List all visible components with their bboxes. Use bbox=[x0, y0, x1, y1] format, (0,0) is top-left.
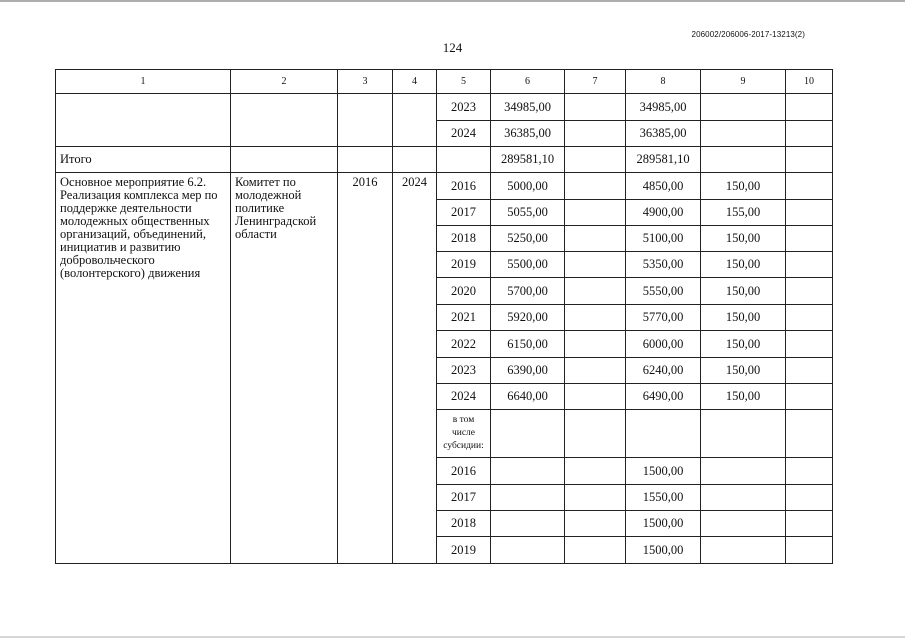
amount-cell bbox=[565, 278, 626, 305]
header-cell: 5 bbox=[437, 70, 491, 94]
empty-cell bbox=[491, 537, 565, 564]
amount-cell: 5700,00 bbox=[491, 278, 565, 305]
program-table bbox=[55, 69, 833, 564]
header-cell: 4 bbox=[393, 70, 437, 94]
amount-cell bbox=[565, 121, 626, 147]
header-cell: 1 bbox=[56, 70, 231, 94]
amount-cell: 5055,00 bbox=[491, 200, 565, 226]
amount-cell: 5550,00 bbox=[626, 278, 701, 305]
amount-cell: 4850,00 bbox=[626, 173, 701, 200]
empty-cell bbox=[338, 94, 393, 147]
total-row bbox=[56, 147, 833, 173]
amount-cell: 5100,00 bbox=[626, 226, 701, 252]
year-cell: 2023 bbox=[437, 358, 491, 384]
amount-cell: 155,00 bbox=[701, 200, 786, 226]
empty-cell bbox=[701, 410, 786, 458]
amount-cell: 150,00 bbox=[701, 252, 786, 278]
amount-cell: 1500,00 bbox=[626, 458, 701, 485]
amount-cell: 6490,00 bbox=[626, 384, 701, 410]
amount-cell: 150,00 bbox=[701, 384, 786, 410]
header-row bbox=[56, 70, 833, 94]
empty-cell bbox=[626, 410, 701, 458]
measure-name: Основное мероприятие 6.2. Реализация комплекса мер по поддержке деятельности молодежных общественных организаций, объединений, инициатив и развитию добровольческого (волонтерского) движения bbox=[56, 173, 231, 564]
year-cell: 2017 bbox=[437, 200, 491, 226]
empty-cell bbox=[701, 147, 786, 173]
amount-cell bbox=[565, 305, 626, 331]
empty-cell bbox=[491, 485, 565, 511]
amount-cell: 34985,00 bbox=[491, 94, 565, 121]
amount-cell bbox=[565, 252, 626, 278]
amount-cell: 150,00 bbox=[701, 226, 786, 252]
empty-cell bbox=[786, 410, 833, 458]
amount-cell bbox=[786, 278, 833, 305]
empty-cell bbox=[491, 511, 565, 537]
year-cell: 2017 bbox=[437, 485, 491, 511]
amount-cell bbox=[565, 331, 626, 358]
measure-end-year: 2024 bbox=[393, 173, 437, 564]
empty-cell bbox=[701, 458, 786, 485]
subsidy-label: в том числе субсидии: bbox=[437, 410, 491, 458]
amount-cell: 5250,00 bbox=[491, 226, 565, 252]
empty-cell bbox=[565, 485, 626, 511]
amount-cell: 5000,00 bbox=[491, 173, 565, 200]
amount-cell: 5770,00 bbox=[626, 305, 701, 331]
amount-cell: 6240,00 bbox=[626, 358, 701, 384]
amount-cell bbox=[786, 121, 833, 147]
empty-cell bbox=[565, 410, 626, 458]
amount-cell: 150,00 bbox=[701, 305, 786, 331]
amount-cell: 6000,00 bbox=[626, 331, 701, 358]
empty-cell bbox=[786, 458, 833, 485]
amount-cell bbox=[565, 173, 626, 200]
measure-start-year: 2016 bbox=[338, 173, 393, 564]
amount-cell: 6640,00 bbox=[491, 384, 565, 410]
amount-cell bbox=[786, 252, 833, 278]
header-cell: 7 bbox=[565, 70, 626, 94]
empty-cell bbox=[786, 147, 833, 173]
amount-cell bbox=[701, 94, 786, 121]
amount-cell: 1550,00 bbox=[626, 485, 701, 511]
amount-cell: 5920,00 bbox=[491, 305, 565, 331]
empty-cell bbox=[786, 485, 833, 511]
header-cell: 3 bbox=[338, 70, 393, 94]
year-cell: 2018 bbox=[437, 511, 491, 537]
document-code: 206002/206006-2017-13213(2) bbox=[691, 30, 805, 39]
empty-cell bbox=[565, 147, 626, 173]
amount-cell: 150,00 bbox=[701, 358, 786, 384]
year-cell: 2016 bbox=[437, 173, 491, 200]
scan-edge-bottom bbox=[0, 636, 905, 638]
amount-cell: 4900,00 bbox=[626, 200, 701, 226]
empty-cell bbox=[393, 94, 437, 147]
table-row bbox=[56, 173, 833, 200]
empty-cell bbox=[491, 410, 565, 458]
amount-cell: 5350,00 bbox=[626, 252, 701, 278]
measure-executor: Комитет по молодежной политике Ленинградской области bbox=[231, 173, 338, 564]
empty-cell bbox=[491, 458, 565, 485]
amount-cell: 36385,00 bbox=[626, 121, 701, 147]
header-cell: 2 bbox=[231, 70, 338, 94]
empty-cell bbox=[56, 94, 231, 147]
amount-cell: 36385,00 bbox=[491, 121, 565, 147]
total-amount: 289581,10 bbox=[626, 147, 701, 173]
amount-cell bbox=[786, 305, 833, 331]
amount-cell: 150,00 bbox=[701, 331, 786, 358]
amount-cell: 150,00 bbox=[701, 173, 786, 200]
empty-cell bbox=[437, 147, 491, 173]
amount-cell: 1500,00 bbox=[626, 511, 701, 537]
empty-cell bbox=[338, 147, 393, 173]
total-label: Итого bbox=[56, 147, 231, 173]
empty-cell bbox=[565, 511, 626, 537]
amount-cell bbox=[565, 358, 626, 384]
amount-cell bbox=[786, 384, 833, 410]
year-cell: 2023 bbox=[437, 94, 491, 121]
empty-cell bbox=[701, 511, 786, 537]
amount-cell bbox=[786, 200, 833, 226]
amount-cell bbox=[786, 94, 833, 121]
amount-cell bbox=[565, 384, 626, 410]
empty-cell bbox=[701, 537, 786, 564]
amount-cell: 1500,00 bbox=[626, 537, 701, 564]
amount-cell: 5500,00 bbox=[491, 252, 565, 278]
empty-cell bbox=[565, 458, 626, 485]
amount-cell bbox=[565, 94, 626, 121]
amount-cell bbox=[786, 173, 833, 200]
year-cell: 2021 bbox=[437, 305, 491, 331]
total-amount: 289581,10 bbox=[491, 147, 565, 173]
page-number: 124 bbox=[442, 40, 463, 55]
year-cell: 2022 bbox=[437, 331, 491, 358]
empty-cell bbox=[786, 537, 833, 564]
empty-cell bbox=[565, 537, 626, 564]
amount-cell bbox=[701, 121, 786, 147]
table-row bbox=[56, 94, 833, 121]
amount-cell bbox=[565, 226, 626, 252]
amount-cell bbox=[786, 331, 833, 358]
empty-cell bbox=[393, 147, 437, 173]
empty-cell bbox=[701, 485, 786, 511]
empty-cell bbox=[231, 147, 338, 173]
amount-cell: 150,00 bbox=[701, 278, 786, 305]
header-cell: 8 bbox=[626, 70, 701, 94]
header-cell: 10 bbox=[786, 70, 833, 94]
year-cell: 2020 bbox=[437, 278, 491, 305]
year-cell: 2019 bbox=[437, 537, 491, 564]
year-cell: 2018 bbox=[437, 226, 491, 252]
year-cell: 2024 bbox=[437, 384, 491, 410]
year-cell: 2019 bbox=[437, 252, 491, 278]
year-cell: 2016 bbox=[437, 458, 491, 485]
amount-cell bbox=[786, 358, 833, 384]
year-cell: 2024 bbox=[437, 121, 491, 147]
scan-edge-top bbox=[0, 0, 905, 2]
amount-cell: 6390,00 bbox=[491, 358, 565, 384]
amount-cell bbox=[565, 200, 626, 226]
empty-cell bbox=[231, 94, 338, 147]
header-cell: 9 bbox=[701, 70, 786, 94]
header-cell: 6 bbox=[491, 70, 565, 94]
amount-cell bbox=[786, 226, 833, 252]
amount-cell: 6150,00 bbox=[491, 331, 565, 358]
amount-cell: 34985,00 bbox=[626, 94, 701, 121]
empty-cell bbox=[786, 511, 833, 537]
